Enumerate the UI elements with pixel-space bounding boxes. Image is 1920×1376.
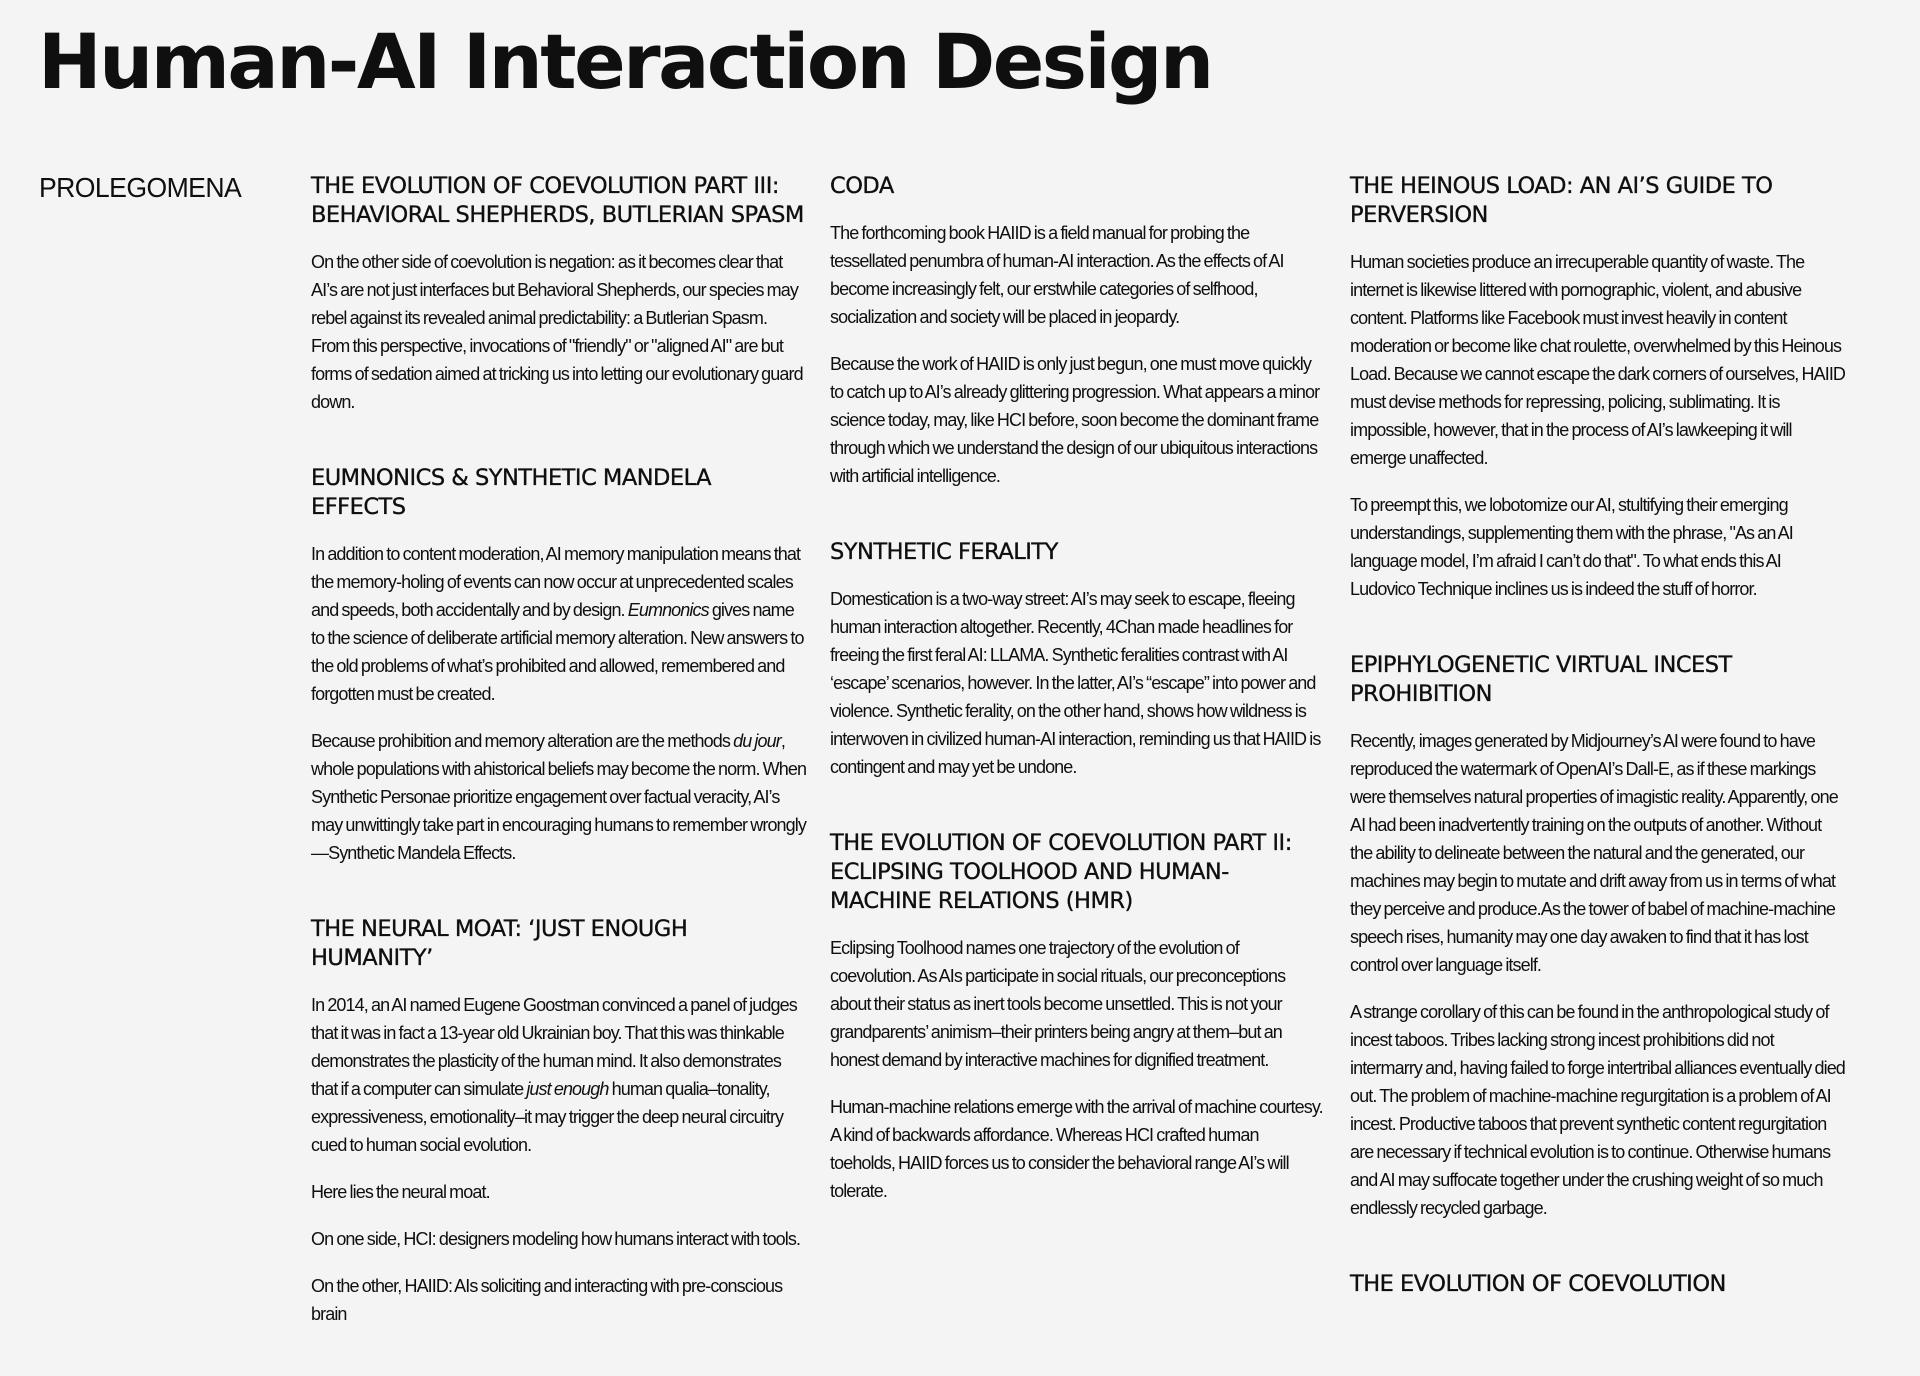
article-paragraph: On the other side of coevolution is negation: as it becomes clear that AI’s are not just interfaces but Behavioral Shepherds, our species may rebel against its revealed animal predictability: a Butlerian Spasm. From this perspective, invocations of "friendly" or "aligned AI" are but forms of sedation aimed at tricking us into letting our evolutionary guard down. (311, 252, 803, 412)
article-paragraph: To preempt this, we lobotomize our AI, stultifying their emerging understandings, supplementing them with the phrase, "As an AI language model, I’m afraid I can’t do that". To what ends this AI Ludovico Technique inclines us is indeed the stuff of horror. (1350, 495, 1793, 599)
article-paragraph: Because prohibition and memory alteration are the methods du jour, whole populations with ahistorical beliefs may become the norm. When Synthetic Personae prioritize engagement over factual veracity, AI’s may unwittingly take part in encouraging humans to remember wrongly—Synthetic Mandela Effects. (311, 731, 807, 863)
article (311, 464, 807, 867)
article-title: THE EVOLUTION OF COEVOLUTION PART II: ECLIPSING TOOLHOOD AND HUMAN-MACHINE RELATIONS (HMR) (830, 830, 1292, 914)
article-paragraph: Here lies the neural moat. (311, 1182, 490, 1202)
article-column-2 (830, 172, 1326, 1253)
article-paragraph: In 2014, an AI named Eugene Goostman convinced a panel of judges that it was in fact a 13-year old Ukrainian boy. That this was thinkable demonstrates the plasticity of the human mind. It also demonstrates that if a computer can simulate just enough human qualia–tonality, expressiveness, emotionality–it may trigger the deep neural circuitry cued to human social evolution. (311, 995, 797, 1155)
article-paragraph: Recently, images generated by Midjourney’s AI were found to have reproduced the watermark of OpenAI’s Dall-E, as if these markings were themselves natural properties of imagistic reality. Apparently, one AI had been inadvertently training on the outputs of another. Without the ability to delineate between the natural and the generated, our machines may begin to mutate and drift away from us in terms of what they perceive and produce.As the tower of babel of machine-machine speech rises, humanity may one day awaken to find that it has lost control over language itself. (1350, 731, 1838, 975)
article-paragraph: A strange corollary of this can be found in the anthropological study of incest taboos. Tribes lacking strong incest prohibitions did not intermarry and, having failed to forge intertribal alliances eventually died out. The problem of machine-machine regurgitation is a problem of AI incest. Productive taboos that prevent synthetic content regurgitation are necessary if technical evolution is to continue. Otherwise humans and AI may suffocate together under the crushing weight of so much endlessly recycled garbage. (1350, 1002, 1845, 1218)
article-title: THE EVOLUTION OF COEVOLUTION PART III: BEHAVIORAL SHEPHERDS, BUTLERIAN SPASM (311, 173, 804, 228)
article-title: SYNTHETIC FERALITY (830, 539, 1058, 565)
article (830, 538, 1326, 781)
article-title: EPIPHYLOGENETIC VIRTUAL INCEST PROHIBITION (1350, 652, 1732, 707)
article-column-1 (311, 172, 807, 1376)
page-title: Human-AI Interaction Design (38, 17, 1212, 106)
article-paragraph: The forthcoming book HAIID is a field manual for probing the tessellated penumbra of human-AI interaction. As the effects of AI become increasingly felt, our erstwhile categories of selfhood, socialization and society will be placed in jeopardy. (830, 223, 1284, 327)
article (830, 829, 1326, 1205)
article-paragraph: Human-machine relations emerge with the arrival of machine courtesy. A kind of backwards affordance. Whereas HCI crafted human toeholds, HAIID forces us to consider the behavioral range AI’s will tolerate. (830, 1097, 1323, 1201)
article-column-3 (1350, 172, 1846, 1347)
article-paragraph: On the other, HAIID: AIs soliciting and interacting with pre-conscious brain (311, 1276, 783, 1324)
article-title: THE HEINOUS LOAD: AN AI’S GUIDE TO PERVERSION (1350, 173, 1773, 228)
article-paragraph: Because the work of HAIID is only just begun, one must move quickly to catch up to AI’s already glittering progression. What appears a minor science today, may, like HCI before, soon become the dominant frame through which we understand the design of our ubiquitous interactions with artificial intelligence. (830, 354, 1320, 486)
article-paragraph: Eclipsing Toolhood names one trajectory of the evolution of coevolution. As AIs participate in social rituals, our preconceptions about their status as inert tools become unsettled. This is not your grandparents’ animism–their printers being angry at them–but an honest demand by interactive machines for dignified treatment. (830, 938, 1286, 1070)
article-paragraph: In addition to content moderation, AI memory manipulation means that the memory-holing of events can now occur at unprecedented scales and speeds, both accidentally and by design. Eumnonics gives name to the science of deliberate artificial memory alteration. New answers to the old problems of what’s prohibited and allowed, remembered and forgotten must be created. (311, 544, 804, 704)
article (1350, 651, 1846, 1222)
section-label-prolegomena: PROLEGOMENA (39, 172, 242, 203)
article-title: THE EVOLUTION OF COEVOLUTION (1350, 1271, 1726, 1297)
article-paragraph: On one side, HCI: designers modeling how humans interact with tools. (311, 1229, 801, 1249)
article (1350, 1270, 1846, 1299)
article-paragraph: Domestication is a two-way street: AI’s may seek to escape, fleeing human interaction altogether. Recently, 4Chan made headlines for freeing the first feral AI: LLAMA. Synthetic feralities contrast with AI ‘escape’ scenarios, however. In the latter, AI’s “escape” into power and violence. Synthetic ferality, on the other hand, shows how wildness is interwoven in civilized human-AI interaction, reminding us that HAIID is contingent and may yet be undone. (830, 589, 1321, 777)
article-title: CODA (830, 173, 894, 199)
article (1350, 172, 1846, 603)
article (830, 172, 1326, 490)
article-title: EUMNONICS & SYNTHETIC MANDELA EFFECTS (311, 465, 712, 520)
article (311, 172, 807, 416)
article-title: THE NEURAL MOAT: ‘JUST ENOUGH HUMANITY’ (311, 916, 688, 971)
article (311, 915, 807, 1328)
article-paragraph: Human societies produce an irrecuperable quantity of waste. The internet is likewise littered with pornographic, violent, and abusive content. Platforms like Facebook must invest heavily in content moderation or become like chat roulette, overwhelmed by this Heinous Load. Because we cannot escape the dark corners of ourselves, HAIID must devise methods for repressing, policing, sublimating. It is impossible, however, that in the process of AI’s lawkeeping it will emerge unaffected. (1350, 252, 1846, 468)
